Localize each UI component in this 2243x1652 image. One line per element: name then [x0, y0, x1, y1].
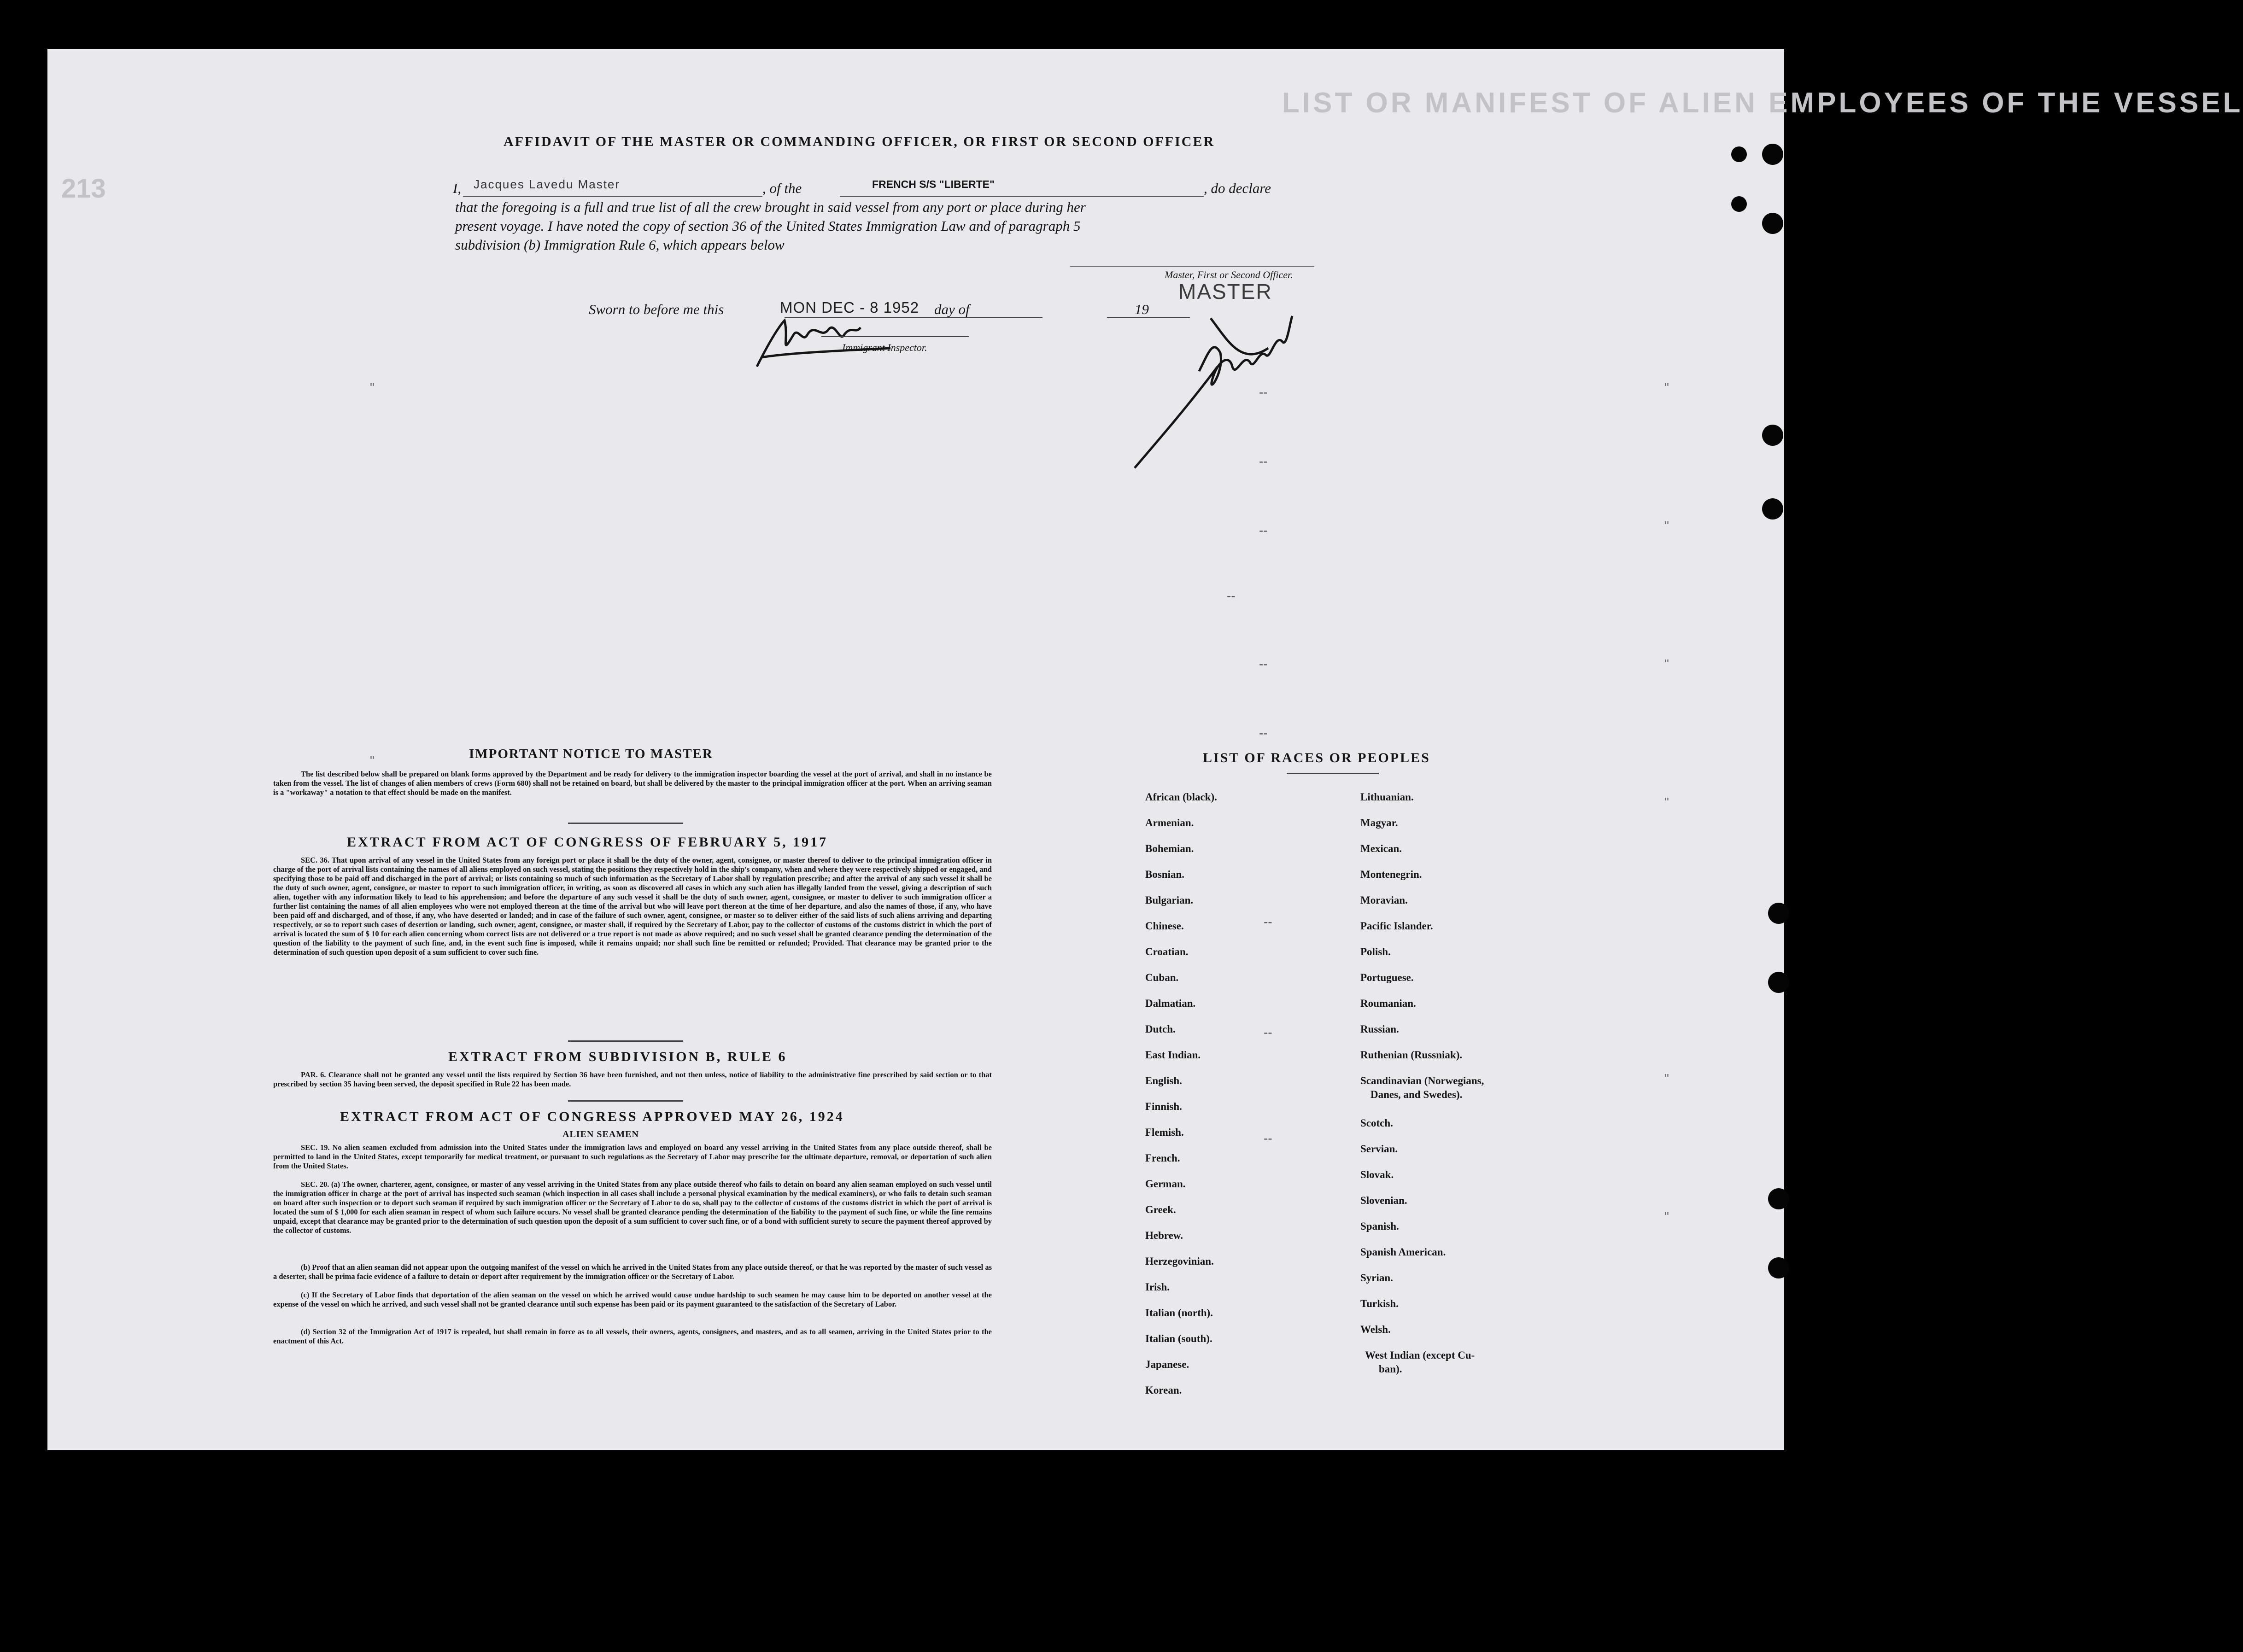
- manifest-page: [47, 49, 2243, 1450]
- race-left: Bohemian.: [1145, 843, 1194, 854]
- race-left: Herzegovinian.: [1145, 1255, 1214, 1267]
- race-left: Dalmatian.: [1145, 998, 1196, 1009]
- sworn-day-of: day of: [934, 301, 970, 317]
- race-right: Welsh.: [1360, 1324, 1391, 1335]
- race-left: German.: [1145, 1178, 1186, 1190]
- race-right: Lithuanian.: [1360, 791, 1414, 803]
- ditto-dash: --: [1264, 915, 1272, 929]
- race-right: Ruthenian (Russniak).: [1360, 1049, 1463, 1061]
- race-left: Bulgarian.: [1145, 894, 1194, 906]
- ditto-mark: ": [1664, 795, 1669, 809]
- race-left: East Indian.: [1145, 1049, 1201, 1061]
- race-left: Cuban.: [1145, 972, 1179, 983]
- race-left: Korean.: [1145, 1384, 1182, 1396]
- race-right: Slovak.: [1360, 1169, 1394, 1180]
- extract-1917-rule: [568, 1040, 683, 1042]
- race-left: Croatian.: [1145, 946, 1189, 957]
- officer-caption: Master, First or Second Officer.: [1165, 269, 1293, 280]
- ditto-dash: --: [1259, 385, 1268, 399]
- bleed-through-number: 213: [61, 174, 106, 204]
- race-left: Irish.: [1145, 1281, 1170, 1293]
- race-right: Roumanian.: [1360, 998, 1416, 1009]
- officer-signature-line: [1070, 266, 1314, 267]
- race-left: Flemish.: [1145, 1127, 1184, 1138]
- extract-1924-subtitle: ALIEN SEAMEN: [562, 1129, 639, 1139]
- race-right: Pacific Islander.: [1360, 920, 1433, 932]
- affidavit-title: AFFIDAVIT OF THE MASTER OR COMMANDING OFFICER, OR FIRST OR SECOND OFFICER: [504, 134, 1215, 149]
- extract-1924-sec19: SEC. 19. No alien seamen excluded from admission into the United States under the immigration laws and employed on board any vessel arriving in the United States from any place outside thereof, shall be permitted to land in the United States, except temporarily for medical treatment, or pursuant to such regulations as the Secretary of Labor may prescribe for the ultimate departure, removal, or deportation of such alien from the United States.: [273, 1143, 992, 1170]
- race-right: Syrian.: [1360, 1272, 1393, 1284]
- race-right: Scotch.: [1360, 1117, 1393, 1129]
- ditto-dash: --: [1264, 1131, 1272, 1145]
- race-left: Dutch.: [1145, 1023, 1176, 1035]
- extract-1924-sec20b: (b) Proof that an alien seaman did not appear upon the outgoing manifest of the vessel on which he arrived in the United States from any place outside thereof, or that he was reported by the master of such vessel as a deserter, shall be prima facie evidence of a failure to detain or deport after requirement by the immigration officer or the Secretary of Labor.: [273, 1263, 992, 1281]
- race-right: Turkish.: [1360, 1298, 1399, 1309]
- binder-hole: [1768, 903, 1789, 924]
- punch-mark: [1731, 196, 1747, 212]
- inspector-caption: Immigrant Inspector.: [842, 342, 927, 353]
- race-left: Japanese.: [1145, 1359, 1189, 1370]
- race-right: Moravian.: [1360, 894, 1408, 906]
- race-right: Slovenian.: [1360, 1195, 1407, 1206]
- race-left: Chinese.: [1145, 920, 1184, 932]
- officer-stamp: MASTER: [1178, 280, 1272, 304]
- binder-hole: [1762, 144, 1783, 165]
- bleed-through-header: LIST OR MANIFEST OF ALIEN EMPLOYEES OF THE VESSEL: [1282, 87, 2243, 119]
- declarant-prefix: I,: [453, 180, 462, 196]
- ditto-dash: --: [1259, 523, 1268, 537]
- binder-hole: [1762, 498, 1783, 520]
- binder-hole: [1768, 1257, 1789, 1278]
- races-title: LIST OF RACES OR PEOPLES: [1203, 750, 1430, 765]
- sworn-text: Sworn to before me this: [589, 301, 724, 317]
- notice-rule: [568, 823, 683, 824]
- inspector-signature: [752, 307, 900, 371]
- notice-text: The list described below shall be prepared on blank forms approved by the Department and be ready for delivery to the immigration inspector boarding the vessel at the port of arrival, and shall in no instance be taken from the vessel. The list of changes of alien members of crews (Form 680) shall not be retained on board, but shall be delivered by the master to the principal immigration officer at the port. When an arriving seaman is a "workaway" a notation to that effect should be made on the manifest.: [273, 770, 992, 797]
- binder-hole: [1762, 425, 1783, 446]
- ditto-dash: --: [1264, 1025, 1272, 1039]
- race-left: Italian (north).: [1145, 1307, 1213, 1319]
- extract-1924-sec20d: (d) Section 32 of the Immigration Act of 1917 is repealed, but shall remain in force as to all vessels, their owners, agents, consignees, and masters, and as to all seamen, arriving in the United States prior to the enactment of this Act.: [273, 1327, 992, 1345]
- affidavit-line-3: present voyage. I have noted the copy of section 36 of the United States Immigration Law and of paragraph 5: [455, 218, 1081, 234]
- extract-1924-sec20a: SEC. 20. (a) The owner, charterer, agent, consignee, or master of any vessel arriving in the United States from any place outside thereof who fails to detain on board any alien seaman employed on such vessel until the immigration officer in charge at the port of arrival has inspected such seaman (which inspection in all cases shall include a personal physical examination by the medical examiners), or who fails to detain such seaman on board after such inspection or to deport such seaman if required by such immigration officer or the Secretary of Labor to do so, shall pay to the collector of customs of the customs district in which the port of arrival is located the sum of $ 1,000 for each alien seaman in respect of whom such failure occurs. No vessel shall be granted clearance pending the determination of the liability to the payment of such fine, or while the fine remains unpaid, except that clearance may be granted prior to the determination of such question upon the deposit of a sum sufficient to cover such fine, or of a bond with sufficient surety to secure the payment thereof approved by the collector of customs.: [273, 1180, 992, 1235]
- vessel-name-line: [840, 196, 1204, 197]
- master-name-line: [463, 196, 762, 197]
- race-left: Armenian.: [1145, 817, 1194, 829]
- ditto-mark: ": [1664, 380, 1669, 395]
- rule6-title: EXTRACT FROM SUBDIVISION B, RULE 6: [448, 1049, 787, 1064]
- ditto-dash: --: [1227, 589, 1236, 603]
- race-left: Greek.: [1145, 1204, 1176, 1215]
- rule6-text: PAR. 6. Clearance shall not be granted any vessel until the lists required by Section 36 have been furnished, and not then unless, notice of liability to the administrative fine prescribed by said section or to that prescribed by section 35 having been served, the deposit specified in Rule 22 has been made.: [273, 1070, 992, 1088]
- ditto-dash: --: [1259, 454, 1268, 468]
- race-right: Spanish American.: [1360, 1246, 1446, 1258]
- extract-1917-text: SEC. 36. That upon arrival of any vessel in the United States from any foreign port or place it shall be the duty of the owner, agent, consignee, or master thereof to deliver to the principal immigration officer in charge of the port of arrival lists containing the names of all aliens employed on such vessel, stating the positions they respectively hold in the ship's company, when and where they were respectively shipped or engaged, and specifying those to be paid off and discharged in the port of arrival; or lists containing so much of such information as the Secretary of Labor shall by regulation prescribe; and after the arrival of any such vessel it shall be the duty of such owner, agent, consignee, or master to report to such immigration officer, in writing, as soon as discovered all cases in which any such alien has illegally landed from the vessel, giving a description of such alien, together with any information likely to lead to his apprehension; and before the departure of any such vessel it shall be the duty of such owner, agent, consignee, or master to deliver to such immigration officer a further list containing the names of all alien employees who were not employed thereon at the time of the arrival but who will leave port thereon at the time of her departure, and also the names of those, if any, who have been paid off and discharged, and of those, if any, who have deserted or landed; and in case of the failure of such owner, agent, consignee, or master so to deliver either of the said lists of such aliens arriving and departing respectively, or so to report such cases of desertion or landing, such owner, agent, consignee, or master shall, if required by the Secretary of Labor, pay to the collector of customs of the customs district in which the port of arrival is located the sum of $ 10 for each alien concerning whom correct lists are not delivered or a true report is not made as above required; and no such vessel shall be granted clearance pending the determination of the question of the liability to the payment of such fine, and, in the event such fine is imposed, while it remains unpaid; nor shall such fine be remitted or refunded; Provided. That clearance may be granted prior to the determination of such question upon deposit of a sum sufficient to cover such fine.: [273, 856, 992, 957]
- sworn-year: 19: [1135, 301, 1149, 317]
- races-rule: [1287, 773, 1379, 774]
- notice-title: IMPORTANT NOTICE TO MASTER: [469, 747, 713, 761]
- race-left: French.: [1145, 1152, 1180, 1164]
- race-right: ban).: [1379, 1363, 1402, 1375]
- ditto-mark: ": [1664, 657, 1669, 671]
- ditto-mark: ": [370, 380, 375, 395]
- ditto-dash: --: [1259, 657, 1268, 671]
- race-right: Mexican.: [1360, 843, 1402, 854]
- race-right: Russian.: [1360, 1023, 1399, 1035]
- affidavit-line-4: subdivision (b) Immigration Rule 6, which appears below: [455, 237, 785, 253]
- binder-hole: [1768, 972, 1789, 993]
- rule6-rule: [568, 1100, 683, 1102]
- ditto-mark: ": [1664, 1071, 1669, 1086]
- race-left: Bosnian.: [1145, 869, 1185, 880]
- race-left: Finnish.: [1145, 1101, 1182, 1112]
- race-right: Danes, and Swedes).: [1370, 1089, 1463, 1100]
- ditto-mark: ": [370, 753, 375, 768]
- declare-text: , do declare: [1204, 180, 1271, 196]
- race-right: Spanish.: [1360, 1220, 1399, 1232]
- race-left: Italian (south).: [1145, 1333, 1212, 1344]
- race-right: Servian.: [1360, 1143, 1398, 1155]
- affidavit-line-1: [453, 177, 1365, 198]
- race-right: Polish.: [1360, 946, 1391, 957]
- ditto-dash: --: [1259, 726, 1268, 740]
- race-right: Montenegrin.: [1360, 869, 1422, 880]
- binder-hole: [1768, 1188, 1789, 1209]
- sworn-year-line: [1107, 317, 1190, 318]
- ditto-mark: ": [1664, 519, 1669, 533]
- race-right: Portuguese.: [1360, 972, 1414, 983]
- master-signature: [1130, 298, 1333, 473]
- inspector-signature-line: [821, 336, 969, 337]
- race-right: West Indian (except Cu-: [1365, 1349, 1475, 1361]
- binder-hole: [1762, 213, 1783, 234]
- of-the-text: , of the: [762, 180, 802, 196]
- master-name-handwritten: Jacques Lavedu Master: [474, 177, 621, 191]
- vessel-name: FRENCH S/S "LIBERTE": [872, 178, 995, 190]
- extract-1924-sec20c: (c) If the Secretary of Labor finds that deportation of the alien seaman on the vessel on which he arrived would cause undue hardship to such seamen he may cause him to be deported on another vessel at the expense of the vessel on which he arrived, and such vessel shall not be granted clearance until such expense has been paid or its payment guaranteed to the satisfaction of the Secretary of Labor.: [273, 1290, 992, 1308]
- race-right: Scandinavian (Norwegians,: [1360, 1075, 1484, 1086]
- race-left: Hebrew.: [1145, 1230, 1183, 1241]
- extract-1924-title: EXTRACT FROM ACT OF CONGRESS APPROVED MAY 26, 1924: [340, 1109, 844, 1124]
- ditto-mark: ": [1664, 1209, 1669, 1224]
- punch-mark: [1731, 146, 1747, 162]
- race-left: African (black).: [1145, 791, 1217, 803]
- extract-1917-title: EXTRACT FROM ACT OF CONGRESS OF FEBRUARY 5, 1917: [347, 835, 828, 850]
- date-stamp: MON DEC - 8 1952: [780, 299, 919, 316]
- race-right: Magyar.: [1360, 817, 1398, 829]
- affidavit-line-2: that the foregoing is a full and true list of all the crew brought in said vessel from any port or place during her: [455, 199, 1086, 215]
- race-left: English.: [1145, 1075, 1182, 1086]
